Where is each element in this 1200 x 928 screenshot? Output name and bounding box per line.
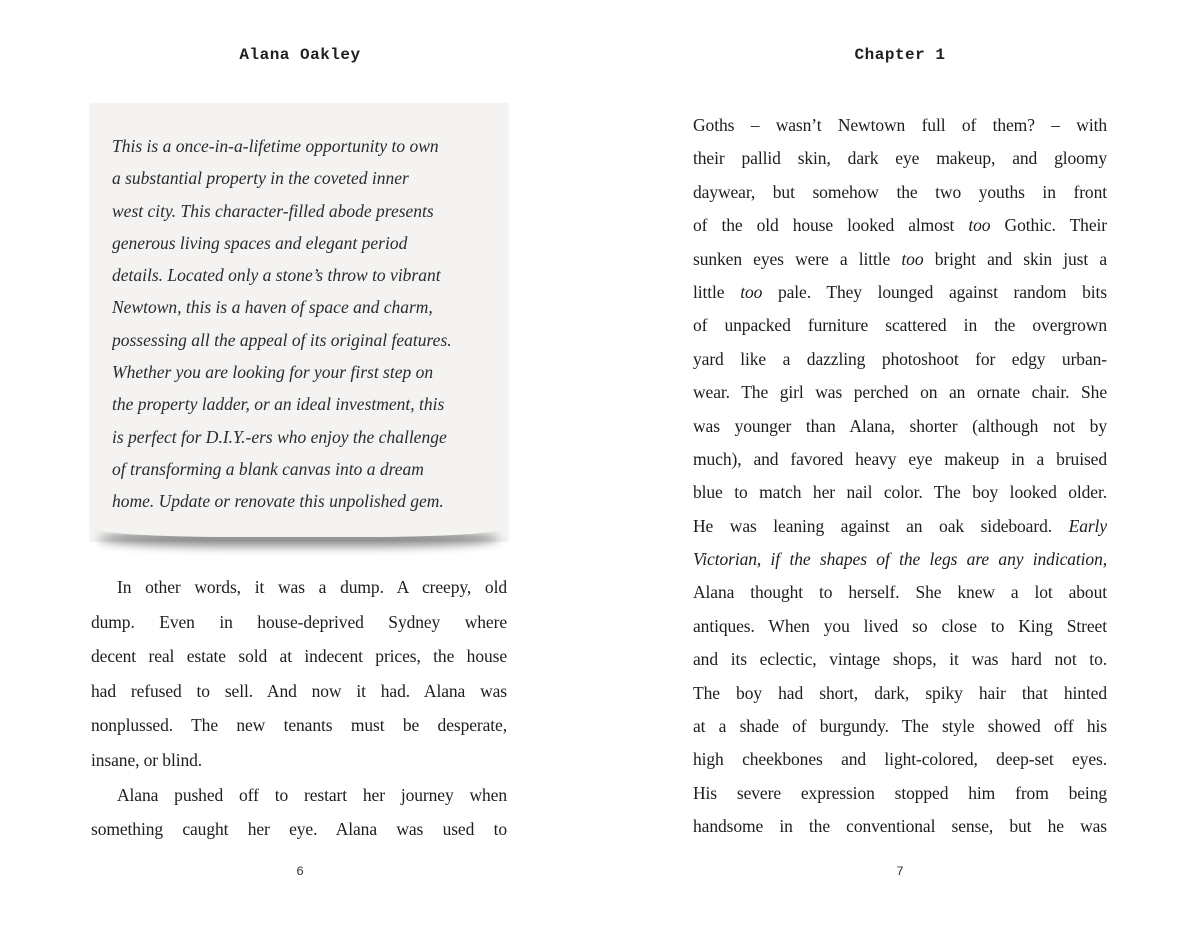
note-line: This is a once-in-a-lifetime opportunity to own xyxy=(112,136,439,156)
note-line: of transforming a blank canvas into a dream xyxy=(112,458,424,479)
body-line: Alana thought to herself. She knew a lot about xyxy=(693,582,1107,603)
body-line: decent real estate sold at indecent prices, the house xyxy=(91,646,507,667)
body-line: and its eclectic, vintage shops, it was hard not to. xyxy=(693,649,1107,670)
chapter-header: Chapter 1 xyxy=(854,46,946,64)
body-line: handsome in the conventional sense, but he was xyxy=(693,816,1107,837)
note-line: the property ladder, or an ideal investment, this xyxy=(112,394,445,415)
body-line: much), and favored heavy eye makeup in a bruised xyxy=(693,448,1107,469)
note-line: a substantial property in the coveted inner xyxy=(112,168,409,189)
note-line: home. Update or renovate this unpolished gem. xyxy=(112,491,444,512)
body-text xyxy=(693,109,1107,844)
body-line: sunken eyes were a little too bright and skin just a xyxy=(693,248,1107,269)
body-line: of unpacked furniture scattered in the overgrown xyxy=(693,315,1107,336)
body-line: Alana pushed off to restart her journey when xyxy=(117,784,507,805)
page-number: 7 xyxy=(896,864,904,879)
body-line: their pallid skin, dark eye makeup, and gloomy xyxy=(693,148,1107,169)
body-line: of the old house looked almost too Gothic. Their xyxy=(693,215,1107,236)
running-header: Alana Oakley xyxy=(239,46,361,64)
note-line: possessing all the appeal of its original features. xyxy=(112,329,452,350)
body-line: In other words, it was a dump. A creepy, old xyxy=(117,577,507,597)
body-line: The boy had short, dark, spiky hair that hinted xyxy=(693,682,1107,703)
body-line: had refused to sell. And now it had. Alana was xyxy=(91,680,507,701)
body-line: little too pale. They lounged against random bits xyxy=(693,281,1107,302)
listing-note xyxy=(90,103,508,540)
page-right xyxy=(600,0,1200,928)
note-line: Newtown, this is a haven of space and charm, xyxy=(112,297,433,318)
body-line: high cheekbones and light-colored, deep-set eyes. xyxy=(693,749,1107,770)
note-line: generous living spaces and elegant period xyxy=(112,232,408,253)
body-line: insane, or blind. xyxy=(91,749,203,770)
body-line: He was leaning against an oak sideboard. Early xyxy=(693,515,1107,536)
body-line: daywear, but somehow the two youths in front xyxy=(693,181,1107,202)
body-line: His severe expression stopped him from being xyxy=(693,782,1107,803)
body-text xyxy=(91,570,507,847)
body-line: was younger than Alana, shorter (although not by xyxy=(693,415,1107,436)
note-line: west city. This character-filled abode presents xyxy=(112,200,434,221)
body-line: nonplussed. The new tenants must be desperate, xyxy=(91,715,507,736)
body-line: antiques. When you lived so close to King Street xyxy=(693,615,1107,636)
body-line: wear. The girl was perched on an ornate chair. She xyxy=(693,382,1107,403)
body-line: yard like a dazzling photoshoot for edgy urban- xyxy=(693,348,1107,369)
body-line: something caught her eye. Alana was used to xyxy=(91,819,507,840)
note-line: Whether you are looking for your first step on xyxy=(112,362,434,383)
note-line: is perfect for D.I.Y.-ers who enjoy the challenge xyxy=(112,426,447,447)
body-line: at a shade of burgundy. The style showed off his xyxy=(693,716,1107,737)
body-line: dump. Even in house-deprived Sydney where xyxy=(91,611,507,632)
body-line: Goths – wasn’t Newtown full of them? – with xyxy=(693,115,1107,135)
body-line: blue to match her nail color. The boy looked older. xyxy=(693,482,1107,503)
note-line: details. Located only a stone’s throw to vibrant xyxy=(112,265,441,286)
page-number: 6 xyxy=(296,864,304,879)
body-line: Victorian, if the shapes of the legs are any indication, xyxy=(693,549,1107,570)
